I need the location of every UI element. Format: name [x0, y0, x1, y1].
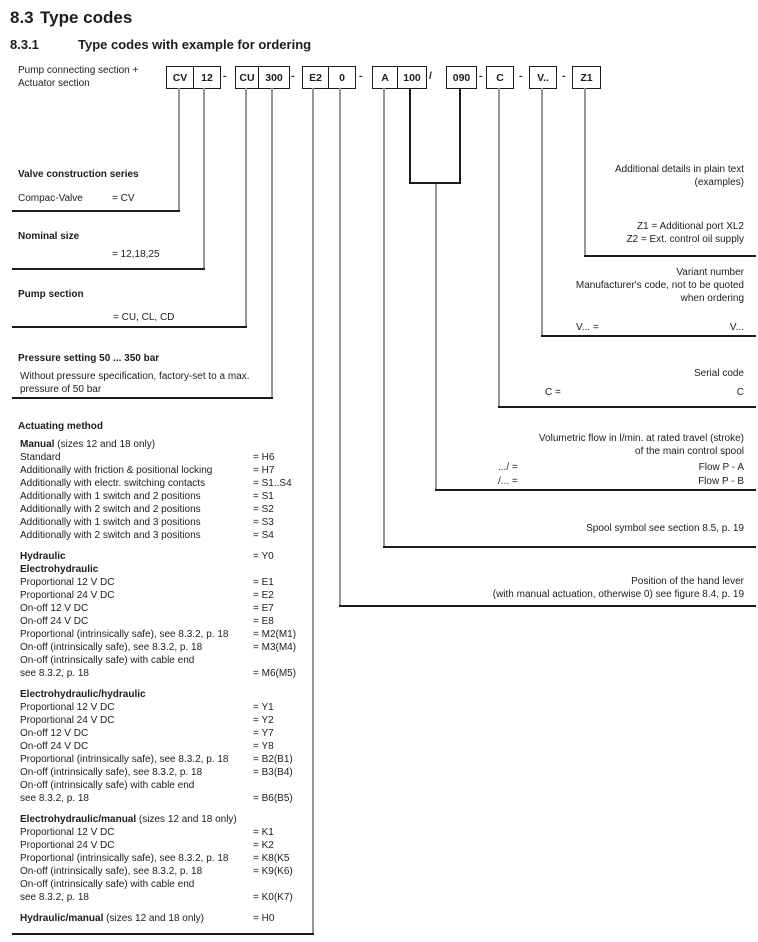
line-cv-drop [178, 88, 180, 211]
line-300-drop [271, 88, 273, 398]
actuating-row-label: Proportional 12 V DC [20, 702, 115, 713]
actuating-row [20, 477, 330, 490]
actuating-row [20, 766, 330, 779]
type-code-group-cv-12 [166, 66, 221, 89]
nominal-size-value: = 12,18,25 [112, 249, 160, 260]
actuating-row-code: = H6 [253, 452, 275, 463]
variant-key-value [576, 321, 744, 334]
actuating-row-label: Proportional 12 V DC [20, 577, 115, 588]
type-code-cell-cv: CV [172, 71, 188, 84]
type-code-cell-300: 300 [258, 67, 289, 88]
type-code-group-a-100 [372, 66, 427, 89]
rule-variant [541, 335, 756, 337]
actuating-row-label: Standard [20, 452, 61, 463]
actuating-row [20, 727, 330, 740]
rule-hand-lever [339, 605, 756, 607]
serial-title: Serial code [693, 368, 744, 379]
type-code-group-z1 [572, 66, 601, 89]
actuating-row-code: = B2(B1) [253, 754, 293, 765]
actuating-row-label: see 8.3.2, p. 18 [20, 668, 89, 679]
actuating-row [20, 878, 330, 891]
type-code-group-e2-0 [302, 66, 356, 89]
actuating-row-code: = B3(B4) [253, 767, 293, 778]
actuating-row [20, 529, 330, 542]
type-code-separator-slash: / [429, 70, 432, 82]
line-0-drop [339, 88, 341, 606]
actuating-row-label: On-off 12 V DC [20, 603, 89, 614]
spool-text: Spool symbol see section 8.5, p. 19 [586, 523, 744, 534]
actuating-row-label: On-off 24 V DC [20, 741, 89, 752]
rule-serial [498, 406, 756, 408]
type-code-cell-12: 12 [193, 67, 220, 88]
actuating-row-code: = B6(B5) [253, 793, 293, 804]
section-title: Type codes [40, 8, 133, 27]
actuating-row [20, 792, 330, 805]
actuating-row [20, 667, 330, 680]
actuating-row-code: = E1 [253, 577, 274, 588]
actuating-row [20, 912, 330, 925]
pressure-title: Pressure setting 50 ... 350 bar [18, 353, 160, 364]
type-code-cell-0: 0 [328, 67, 355, 88]
rule-pump-section [12, 326, 247, 328]
actuating-row [20, 891, 330, 904]
hand-lever-line1: Position of the hand lever [631, 576, 744, 587]
actuating-row-code: = E8 [253, 616, 274, 627]
rule-actuating-bottom [12, 933, 314, 935]
actuating-row-label: Proportional 24 V DC [20, 715, 115, 726]
actuating-row [20, 714, 330, 727]
actuating-row-category: Hydraulic [20, 551, 66, 562]
actuating-row-label: Additionally with 2 switch and 2 positions [20, 504, 201, 515]
actuating-row [20, 826, 330, 839]
flow-b-value: Flow P - B [698, 476, 744, 487]
flow-row-b [498, 475, 744, 488]
actuating-row [20, 680, 330, 688]
valve-series-title: Valve construction series [18, 169, 139, 180]
actuating-row [20, 740, 330, 753]
actuating-row [20, 615, 330, 628]
rule-flow [435, 489, 756, 491]
line-z1-drop [584, 88, 586, 256]
actuating-row-label: On-off (intrinsically safe), see 8.3.2, p. 18 [20, 642, 203, 653]
actuating-row-code: = M2(M1) [253, 629, 297, 640]
actuating-row-label: Additionally with friction & positional locking [20, 465, 213, 476]
actuating-row [20, 753, 330, 766]
intro-label-line1: Pump connecting section + [18, 65, 139, 76]
actuating-row-category: Electrohydraulic [20, 564, 99, 575]
actuating-row [20, 503, 330, 516]
actuating-row-code: = S1..S4 [253, 478, 292, 489]
actuating-row-label: On-off (intrinsically safe), see 8.3.2, p. 18 [20, 767, 203, 778]
actuating-row [20, 654, 330, 667]
line-v-drop [541, 88, 543, 336]
actuating-row-label: On-off (intrinsically safe), see 8.3.2, p. 18 [20, 866, 203, 877]
actuating-row [20, 438, 330, 451]
type-code-cell-cu: CU [239, 71, 255, 84]
actuating-row-label: (sizes 12 and 18 only) [136, 814, 237, 825]
type-code-group-090 [446, 66, 477, 89]
valve-series-label: Compac-Valve [18, 193, 83, 204]
variant-line3: when ordering [680, 293, 744, 304]
actuating-row-label: Proportional 12 V DC [20, 827, 115, 838]
actuating-row-label: see 8.3.2, p. 18 [20, 793, 89, 804]
pump-section-title: Pump section [18, 289, 84, 300]
subsection-number: 8.3.1 [10, 37, 39, 52]
nominal-size-title: Nominal size [18, 231, 80, 242]
actuating-row [20, 451, 330, 464]
actuating-row-code: = E7 [253, 603, 274, 614]
line-12-drop [203, 88, 205, 269]
line-a-drop [383, 88, 385, 547]
additional-details-example1: Z1 = Additional port XL2 [636, 221, 744, 232]
actuating-row [20, 865, 330, 878]
actuating-row-label: Proportional 24 V DC [20, 840, 115, 851]
actuating-row-code: = M6(M5) [253, 668, 297, 679]
rule-nominal-size [12, 268, 205, 270]
actuating-row-label: On-off (intrinsically safe) with cable end [20, 780, 195, 791]
section-number: 8.3 [10, 8, 34, 27]
actuating-row-label: On-off (intrinsically safe) with cable end [20, 879, 195, 890]
additional-details-line1: Additional details in plain text [615, 164, 744, 175]
type-code-separator-2: - [291, 70, 295, 82]
subsection-heading [10, 37, 311, 52]
type-code-separator-3: - [359, 70, 363, 82]
flow-line1: Volumetric flow in l/min. at rated travel (stroke) [538, 433, 744, 444]
actuating-row [20, 550, 330, 563]
actuating-row-code: = K1 [253, 827, 274, 838]
type-code-separator-1: - [223, 70, 227, 82]
actuating-row-category: Electrohydraulic/hydraulic [20, 689, 146, 700]
type-code-cell-090: 090 [452, 71, 471, 84]
actuating-row [20, 542, 330, 550]
actuating-row [20, 490, 330, 503]
actuating-row-code: = S4 [253, 530, 274, 541]
valve-series-value: = CV [112, 193, 135, 204]
actuating-row [20, 701, 330, 714]
actuating-row [20, 688, 330, 701]
actuating-row-code: = K9(K6) [253, 866, 293, 877]
actuating-row-code: = Y8 [253, 741, 274, 752]
actuating-row-label: Proportional (intrinsically safe), see 8.3.2, p. 18 [20, 754, 229, 765]
type-code-cell-v: V.. [537, 71, 549, 84]
serial-key-value [545, 386, 744, 399]
actuating-title: Actuating method [18, 421, 103, 432]
actuating-row-label: (sizes 12 and 18 only) [54, 439, 156, 450]
actuating-row-category: Electrohydraulic/manual [20, 814, 137, 825]
line-c-drop [498, 88, 500, 407]
variant-value: V... [729, 322, 744, 333]
actuating-row-label: Additionally with 1 switch and 2 positions [20, 491, 201, 502]
type-code-separator-4: - [479, 70, 483, 82]
rule-additional-details [584, 255, 756, 257]
actuating-row-code: = E2 [253, 590, 274, 601]
type-code-separator-5: - [519, 70, 523, 82]
actuating-row [20, 589, 330, 602]
actuating-row [20, 641, 330, 654]
actuating-row-code: = Y2 [253, 715, 274, 726]
actuating-row-label: On-off (intrinsically safe) with cable end [20, 655, 195, 666]
actuating-row [20, 464, 330, 477]
type-code-cell-100: 100 [397, 67, 426, 88]
actuating-row-label: (sizes 12 and 18 only) [103, 913, 204, 924]
type-code-group-v [529, 66, 557, 89]
additional-details-line2: (examples) [694, 177, 744, 188]
actuating-row-code: = S2 [253, 504, 274, 515]
serial-value: C [736, 387, 744, 398]
variant-line2: Manufacturer's code, not to be quoted [575, 280, 744, 291]
type-code-separator-6: - [562, 70, 566, 82]
actuating-row-code: = K2 [253, 840, 274, 851]
actuating-row-label: see 8.3.2, p. 18 [20, 892, 89, 903]
actuating-row-code: = S1 [253, 491, 274, 502]
actuating-row-label: Proportional (intrinsically safe), see 8.3.2, p. 18 [20, 853, 229, 864]
hand-lever-line2: (with manual actuation, otherwise 0) see figure 8.4, p. 19 [492, 589, 744, 600]
pressure-line1: Without pressure specification, factory-set to a max. [20, 371, 250, 382]
actuating-row-label: On-off 24 V DC [20, 616, 89, 627]
line-100-drop [409, 88, 411, 184]
actuating-row-code: = H7 [253, 465, 275, 476]
actuating-row [20, 805, 330, 813]
actuating-row-category: Hydraulic/manual [20, 913, 104, 924]
type-code-cell-a: A [381, 71, 389, 84]
serial-key: C = [545, 387, 561, 398]
actuating-list [20, 438, 330, 925]
rule-valve-series [12, 210, 180, 212]
actuating-row [20, 904, 330, 912]
section-heading [10, 8, 132, 28]
type-code-cell-z1: Z1 [580, 71, 593, 84]
actuating-row-code: = H0 [253, 913, 275, 924]
actuating-row-code: = S3 [253, 517, 274, 528]
rule-pressure [12, 397, 273, 399]
subsection-title: Type codes with example for ordering [78, 37, 312, 52]
actuating-row-label: Proportional (intrinsically safe), see 8.3.2, p. 18 [20, 629, 229, 640]
flow-b-key: /... = [498, 476, 518, 487]
actuating-row-label: Additionally with electr. switching contacts [20, 478, 206, 489]
actuating-row [20, 563, 330, 576]
actuating-row-label: Additionally with 1 switch and 3 positions [20, 517, 201, 528]
actuating-row-code: = K8(K5 [253, 853, 290, 864]
actuating-row [20, 602, 330, 615]
flow-line2: of the main control spool [635, 446, 744, 457]
variant-key: V... = [576, 322, 599, 333]
actuating-row [20, 852, 330, 865]
actuating-row-code: = Y0 [253, 551, 274, 562]
flow-a-value: Flow P - A [698, 462, 744, 473]
flow-a-key: .../ = [498, 462, 518, 473]
actuating-row-code: = M3(M4) [253, 642, 297, 653]
actuating-row [20, 813, 330, 826]
line-flow-merged-drop [435, 184, 437, 490]
line-cu-drop [245, 88, 247, 327]
actuating-row-label: On-off 12 V DC [20, 728, 89, 739]
actuating-row-category: Manual [20, 439, 55, 450]
actuating-row [20, 628, 330, 641]
actuating-row [20, 839, 330, 852]
type-code-group-c [486, 66, 514, 89]
flow-row-a [498, 461, 744, 474]
actuating-row-label: Proportional 24 V DC [20, 590, 115, 601]
type-code-cell-c: C [496, 71, 504, 84]
line-090-drop [459, 88, 461, 184]
actuating-row [20, 576, 330, 589]
actuating-row-code: = Y1 [253, 702, 274, 713]
actuating-row-code: = K0(K7) [253, 892, 293, 903]
actuating-row [20, 779, 330, 792]
intro-label-line2: Actuator section [18, 78, 90, 89]
actuating-row-label: Additionally with 2 switch and 3 positions [20, 530, 201, 541]
pump-section-value: = CU, CL, CD [113, 312, 175, 323]
rule-spool [383, 546, 756, 548]
actuating-row-code: = Y7 [253, 728, 274, 739]
type-code-group-cu-300 [235, 66, 290, 89]
variant-line1: Variant number [676, 267, 744, 278]
pressure-line2: pressure of 50 bar [20, 384, 102, 395]
additional-details-example2: Z2 = Ext. control oil supply [626, 234, 744, 245]
actuating-row [20, 516, 330, 529]
type-code-cell-e2: E2 [309, 71, 322, 84]
